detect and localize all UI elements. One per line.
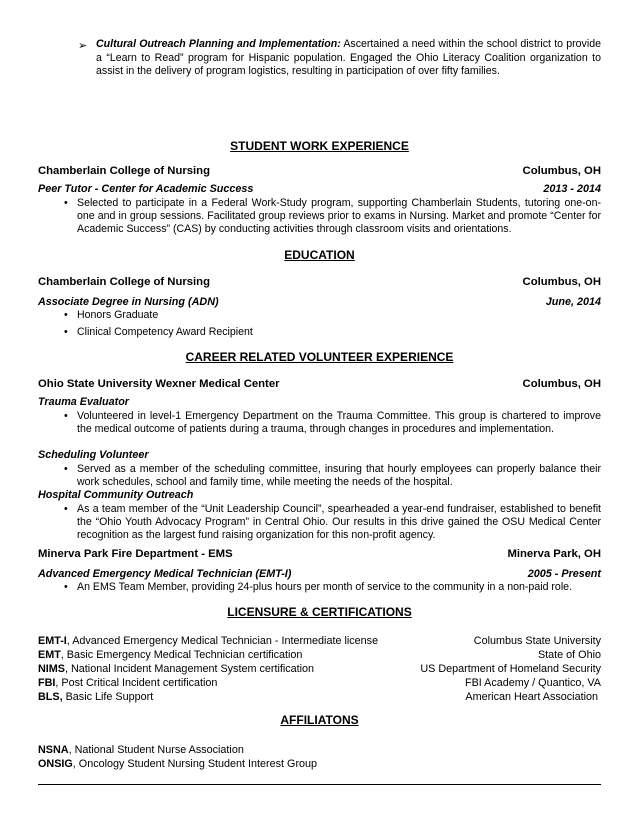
bullet-dot-icon: •	[64, 309, 68, 321]
role-dates: 2005 - Present	[527, 568, 601, 580]
cert-issuer: FBI Academy / Quantico, VA	[464, 677, 601, 689]
education-degree-row	[38, 296, 601, 308]
bullet-dot-icon: •	[64, 503, 68, 515]
arrow-bullet-icon: ➢	[78, 40, 88, 52]
cert-issuer: American Heart Association	[465, 691, 598, 703]
emt-role-row	[38, 568, 601, 580]
student-work-org-row	[38, 165, 601, 177]
bullet-dot-icon: •	[64, 581, 68, 593]
cert-row: BLS, Basic Life Support American Heart Association	[38, 691, 598, 703]
list-item: • Served as a member of the scheduling committee, insuring that hourly employees can properly balance their work schedules, school and family time, while meeting the needs of the hospital.	[64, 463, 601, 489]
cultural-outreach-title: Cultural Outreach Planning and Implementation:	[96, 38, 341, 50]
affiliation-row: ONSIG, Oncology Student Nursing Student Interest Group	[38, 758, 318, 770]
org-location: Minerva Park, OH	[507, 548, 601, 560]
org-location: Columbus, OH	[522, 378, 601, 390]
role-dates: 2013 - 2014	[543, 183, 601, 195]
cultural-outreach-item	[96, 38, 601, 79]
bottom-rule-divider	[38, 784, 601, 785]
licensure-heading: LICENSURE & CERTIFICATIONS	[227, 605, 412, 619]
list-item: • As a team member of the “Unit Leadership Council”, spearheaded a year-end fundraiser, established to benefit the “Ohio Youth Advocacy Program” in Central Ohio. Our results in this drive gained the OSU Medical Center recognition as the largest fund raising organization for this non-profit agency.	[64, 503, 601, 542]
degree-title: Associate Degree in Nursing (ADN)	[38, 296, 219, 308]
cert-issuer: Columbus State University	[473, 635, 601, 647]
role-scheduling-volunteer: Scheduling Volunteer	[38, 449, 149, 461]
list-item: • Volunteered in level-1 Emergency Department on the Trauma Committee. This group is chartered to improve the medical outcome of patients during a trauma, through changes in procedures and implementation.	[64, 410, 601, 436]
cert-issuer: State of Ohio	[537, 649, 601, 661]
org-name: Chamberlain College of Nursing	[38, 165, 210, 177]
scheduling-volunteer-bullets	[64, 463, 601, 489]
affiliation-row: NSNA, National Student Nurse Association	[38, 744, 244, 756]
student-work-role-row	[38, 183, 601, 195]
volunteer-org1-row	[38, 378, 601, 390]
cert-row: NIMS, National Incident Management System certification US Department of Homeland Security	[38, 663, 601, 675]
role-title: Peer Tutor - Center for Academic Success	[38, 183, 254, 195]
bullet-dot-icon: •	[64, 326, 68, 339]
student-work-heading: STUDENT WORK EXPERIENCE	[230, 139, 409, 153]
affiliations-heading: AFFILIATONS	[280, 713, 359, 727]
role-hospital-outreach: Hospital Community Outreach	[38, 489, 194, 501]
org-location: Columbus, OH	[522, 276, 601, 288]
hospital-outreach-bullets	[64, 503, 601, 543]
education-bullets	[64, 309, 601, 339]
org-location: Columbus, OH	[522, 165, 601, 177]
list-item: • Clinical Competency Award Recipient	[64, 326, 253, 339]
cultural-outreach-text: Ascertained a need within the school district to provide a “Learn to Read” program for Hispanic population. Engaged the Ohio Literacy Coalition organization to assist in the delivery of program logistics, resulting in participation of over fifty families.	[96, 38, 601, 77]
org-name: Ohio State University Wexner Medical Center	[38, 378, 280, 390]
bullet-dot-icon: •	[64, 410, 68, 422]
education-heading: EDUCATION	[284, 248, 355, 262]
role-title: Advanced Emergency Medical Technician (EMT-I)	[38, 568, 292, 580]
cert-row: EMT, Basic Emergency Medical Technician certification State of Ohio	[38, 649, 601, 661]
volunteer-org2-row	[38, 548, 601, 560]
cert-row: EMT-I, Advanced Emergency Medical Technician - Intermediate license Columbus State University	[38, 635, 601, 647]
role-trauma-evaluator: Trauma Evaluator	[38, 396, 130, 408]
cert-row: FBI, Post Critical Incident certification FBI Academy / Quantico, VA	[38, 677, 601, 689]
bullet-dot-icon: •	[64, 197, 68, 209]
student-work-bullets	[64, 197, 601, 237]
degree-date: June, 2014	[545, 296, 601, 308]
org-name: Chamberlain College of Nursing	[38, 276, 210, 288]
list-item: • Honors Graduate	[64, 309, 159, 321]
list-item: • Selected to participate in a Federal Work-Study program, supporting Chamberlain Students, tutoring one-on-one and in group sessions. Facilitated group reviews prior to exams in Nursing. Market and promote “Center for Academic Success” (CAS) by conducting activities through classroom visits and orientations.	[64, 197, 601, 236]
volunteer-heading: CAREER RELATED VOLUNTEER EXPERIENCE	[185, 350, 454, 364]
emt-bullets	[64, 581, 601, 594]
org-name: Minerva Park Fire Department - EMS	[38, 548, 233, 560]
cert-issuer: US Department of Homeland Security	[420, 663, 601, 675]
education-org-row	[38, 276, 601, 288]
bullet-dot-icon: •	[64, 463, 68, 475]
trauma-evaluator-bullets	[64, 410, 601, 436]
list-item: • An EMS Team Member, providing 24-plus hours per month of service to the community in a non-paid role.	[64, 581, 573, 593]
